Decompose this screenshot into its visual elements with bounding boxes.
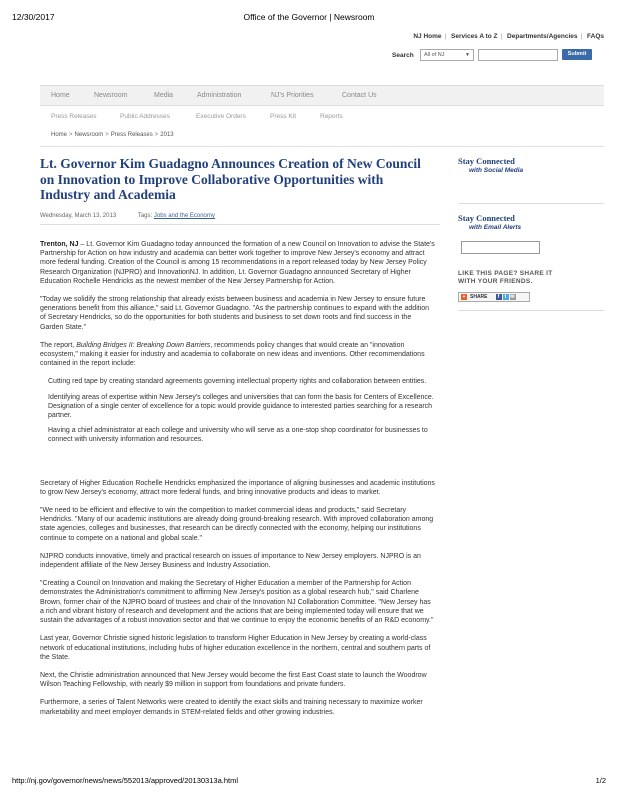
breadcrumb-press-releases[interactable]: Press Releases — [110, 132, 153, 138]
page-title: Lt. Governor Kim Guadagno Announces Creation of New Council on Innovation to Improve Collaborative Opportunities with Industry and Academia — [40, 156, 421, 202]
paragraph: Last year, Governor Christie signed historic legislation to transform Higher Education in New Jersey by creating a world-class network of educational institutions, including hubs of higher education excellence in the northern, central and southern parts of the State. — [40, 635, 431, 661]
twitter-icon: t — [503, 294, 509, 300]
article-meta — [40, 213, 215, 219]
email-field[interactable] — [461, 241, 540, 254]
search-input[interactable] — [478, 49, 558, 61]
divider — [458, 310, 604, 311]
share-label: SHARE — [470, 294, 488, 300]
breadcrumb-home[interactable]: Home — [51, 132, 68, 138]
search-scope-select[interactable] — [420, 49, 474, 61]
services-a-to-z-link[interactable]: Services A to Z — [451, 33, 498, 40]
paragraph: Furthermore, a series of Talent Networks were created to identify the exact skills and training necessary to maximize worker marketability and meet employer demands in STEM-related fields and other growing industries. — [40, 699, 423, 716]
paragraph-text: The report, — [40, 341, 77, 349]
recommendation-list — [40, 377, 435, 444]
email-alerts-block — [458, 213, 604, 311]
subnav-public-addresses[interactable]: Public Addresses — [120, 113, 170, 120]
share-icons — [496, 294, 516, 300]
paragraph: "We need to be efficient and effective to win the competition to market commercial ideas and products," said Secretary Hendricks. "Many of our academic institutions are already doing ground-breaking research. With improved collaboration among state agencies, colleges and businesses, that research can be directly connected with the economy, helping our institutions continue to compete on a national and global scale." — [40, 507, 434, 542]
paragraph: Next, the Christie administration announced that New Jersey would become the first East Coast state to launch the Woodrow Wilson Teaching Fellowship, with nearly $9 million in support from foundations and private funders. — [40, 671, 427, 689]
divider — [40, 146, 604, 147]
share-prompt — [458, 270, 604, 286]
faqs-link[interactable]: FAQs — [587, 33, 604, 40]
page-number: 1/2 — [595, 776, 606, 785]
stay-connected-title[interactable]: Stay Connected — [458, 213, 515, 223]
list-item: Cutting red tape by creating standard agreements governing intellectual property rights and collaboration between entities. — [48, 378, 427, 386]
social-media-block — [458, 156, 604, 204]
sub-nav — [40, 113, 604, 123]
nav-contact-us[interactable]: Contact Us — [342, 92, 377, 99]
paragraph: Secretary of Higher Education Rochelle Hendricks emphasized the importance of aligning businesses and academic institutions to grow New Jersey's economy, attract more federal funds, and bring innovative products and ideas to market. — [40, 479, 435, 496]
nav-media[interactable]: Media — [154, 92, 174, 99]
breadcrumb-separator: > — [69, 132, 73, 138]
print-date: 12/30/2017 — [12, 12, 55, 22]
sidebar — [458, 156, 604, 311]
paragraph: "Today we solidify the strong relationship that already exists between business and academia in New Jersey to ensure future generations benefit from this alliance," said Lt. Governor Guadagno. "As the partnership continues to expand with the addition of Secretary Hendricks, so do the opportunities for both students and business to set down roots and find success in the Garden State." — [40, 296, 430, 331]
utility-nav — [413, 33, 604, 40]
paragraph-text: – Lt. Governor Kim Guadagno today announced the formation of a new Council on Innovation to advise the State's Partnership for Action on how industry and academia can better work together to improve New Jersey's economy and attract more federal funding. Creation of the Council is among 15 recommendations in a report released today by New Jersey Policy Research Organization (NJPRO) and InnovationNJ. In addition, Lt. Governor Guadagno announced Secretary of Higher Education Rochelle Hendricks as the newest member of the New Jersey Partnership for Action. — [40, 241, 435, 285]
search-scope-value: All of NJ — [424, 52, 445, 58]
tag-link[interactable]: Jobs and the Economy — [153, 213, 215, 219]
search-bar — [392, 49, 604, 63]
article-body — [40, 240, 435, 726]
dateline: Trenton, NJ — [40, 241, 79, 248]
tags-label: Tags: — [137, 213, 153, 219]
breadcrumb — [51, 132, 174, 138]
share-button[interactable] — [458, 292, 530, 302]
separator: | — [500, 33, 503, 40]
subnav-press-kit[interactable]: Press Kit — [270, 113, 297, 120]
breadcrumb-separator: > — [154, 132, 159, 138]
print-title: Office of the Governor | Newsroom — [243, 12, 375, 22]
subnav-executive-orders[interactable]: Executive Orders — [196, 113, 246, 120]
email-icon: ✉ — [510, 294, 515, 300]
search-label: Search — [392, 52, 414, 59]
paragraph-text: , recommends policy changes that would create an "innovation ecosystem," making it easier for industry and academia to collaborate on new ideas and inventions. Other recommendations contained in the report include: — [40, 341, 425, 368]
paragraph: NJPRO conducts innovative, timely and practical research on issues of importance to New Jersey employers. NJPRO is an independent affiliate of the New Jersey Business and Industry Association. — [40, 552, 421, 570]
chevron-down-icon: ▼ — [465, 52, 470, 58]
facebook-icon: f — [496, 294, 502, 300]
nav-administration[interactable]: Administration — [197, 92, 242, 99]
list-item: Identifying areas of expertise within New Jersey's colleges and universities that can form the basis for Centers of Excellence. Designation of a single center of excellence for a topic would provide guidance to interested parties searching for a research partner. — [48, 393, 434, 420]
breadcrumb-year[interactable]: 2013 — [160, 132, 174, 138]
plus-icon: + — [462, 294, 466, 300]
paragraph — [40, 341, 435, 369]
email-alerts-subtitle[interactable]: with Email Alerts — [469, 224, 522, 231]
article-date: Wednesday, March 13, 2013 — [40, 213, 117, 219]
social-media-subtitle[interactable]: with Social Media — [469, 167, 524, 174]
subnav-press-releases[interactable]: Press Releases — [51, 113, 97, 120]
separator: | — [580, 33, 583, 40]
breadcrumb-newsroom[interactable]: Newsroom — [74, 132, 104, 138]
nav-nj-priorities[interactable]: NJ's Priorities — [271, 92, 314, 99]
list-item: Having a chief administrator at each college and university who will serve as a one-stop shop coordinator for businesses to connect with university information and resources. — [48, 427, 428, 444]
divider — [40, 224, 440, 225]
share-prompt-line: WITH YOUR FRIENDS. — [458, 278, 533, 285]
print-header — [12, 12, 606, 24]
share-prompt-line: LIKE THIS PAGE? SHARE IT — [458, 270, 553, 277]
paragraph: "Creating a Council on Innovation and making the Secretary of Higher Education a member of the Partnership for Action demonstrates the Administration's commitment to affirming New Jersey's position as a global research hub," said Charlene Brown, former chair of the NJPRO board of trustees and chair of the Innovation NJ Collaboration Committee. "New Jersey has a rich and vibrant history of research and development and the actions that are being implemented today will ensure that we sustain the advantages of a robust innovation sector and that we continue to enjoy the economic benefits of an R&D economy." — [40, 580, 434, 625]
paragraph — [40, 240, 435, 286]
search-submit-button[interactable]: Submit — [562, 49, 592, 60]
print-url: http://nj.gov/governor/news/news/552013/approved/20130313a.html — [12, 776, 238, 785]
stay-connected-title[interactable]: Stay Connected — [458, 156, 515, 166]
departments-agencies-link[interactable]: Departments/Agencies — [507, 33, 578, 40]
print-footer — [12, 776, 606, 786]
breadcrumb-separator: > — [105, 132, 109, 138]
main-nav — [40, 85, 604, 106]
nj-home-link[interactable]: NJ Home — [413, 33, 442, 40]
nav-home[interactable]: Home — [51, 92, 70, 99]
report-title: Building Bridges II: Breaking Down Barriers — [76, 341, 211, 349]
subnav-reports[interactable]: Reports — [320, 113, 343, 120]
separator: | — [444, 33, 447, 40]
nav-newsroom[interactable]: Newsroom — [94, 92, 128, 99]
